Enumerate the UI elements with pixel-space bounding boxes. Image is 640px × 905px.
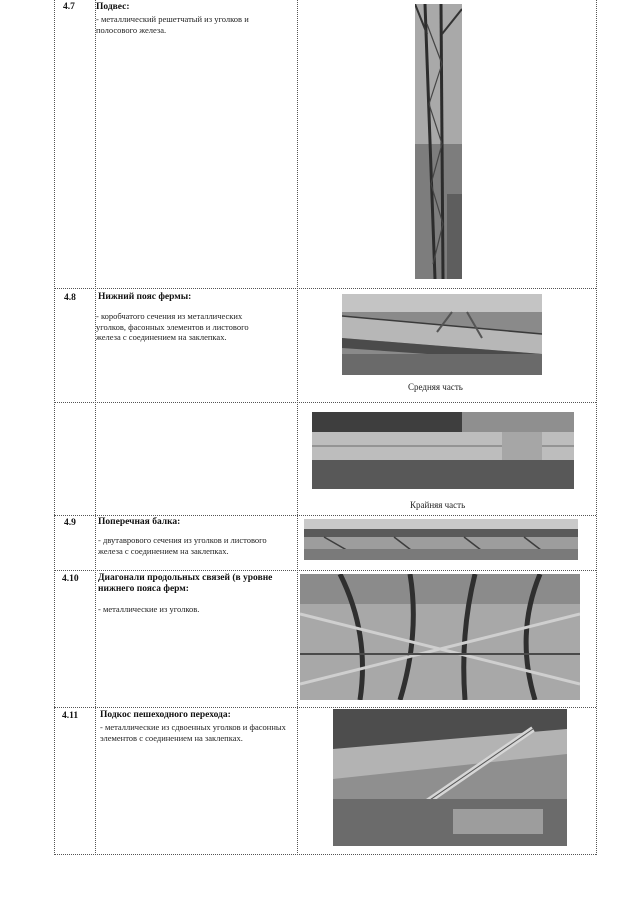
photo-caption: Крайняя часть (410, 500, 466, 510)
row-number: 4.8 (64, 293, 76, 303)
row-divider (54, 707, 596, 708)
row-title: Подкос пешеходного перехода: (100, 710, 231, 720)
table-border-right (596, 0, 597, 855)
row-description: - двутаврового сечения из уголков и листового железа с соединением на заклепках. (98, 535, 267, 556)
table-column-divider (95, 0, 96, 855)
table-column-divider (297, 0, 298, 855)
row-divider (54, 402, 596, 403)
truss-bottom-chord-photo (342, 294, 542, 375)
row-number: 4.10 (62, 574, 79, 584)
row-description: - металлические из уголков. (98, 604, 200, 614)
strut-photo (333, 709, 567, 846)
cross-beam-photo (304, 519, 578, 560)
row-number: 4.11 (62, 711, 79, 721)
row-divider (54, 288, 596, 289)
row-title: Подвес: (96, 2, 130, 12)
row-description: - коробчатого сечения из металлических уголков, фасонных элементов и листового железа с соединением на заклепках. (96, 311, 249, 342)
row-description: - металлические из сдвоенных уголков и фасонных элементов с соединением на заклепках. (100, 722, 286, 743)
table-border-left (54, 0, 55, 855)
row-divider (54, 515, 596, 516)
photo-caption: Средняя часть (408, 382, 463, 392)
row-number: 4.7 (63, 2, 75, 12)
table-border-bottom (54, 854, 596, 855)
truss-bottom-chord-end-photo (312, 412, 574, 489)
row-title: Нижний пояс фермы: (98, 292, 192, 302)
row-divider (54, 570, 596, 571)
row-title: Диагонали продольных связей (в уровне нижнего пояса ферм: (98, 573, 273, 594)
row-description: - металлический решетчатый из уголков и полосового железа. (96, 14, 249, 35)
row-title: Поперечная балка: (98, 517, 181, 527)
diagonal-bracing-photo (300, 574, 580, 700)
row-number: 4.9 (64, 518, 76, 528)
hanger-photo (415, 4, 462, 279)
